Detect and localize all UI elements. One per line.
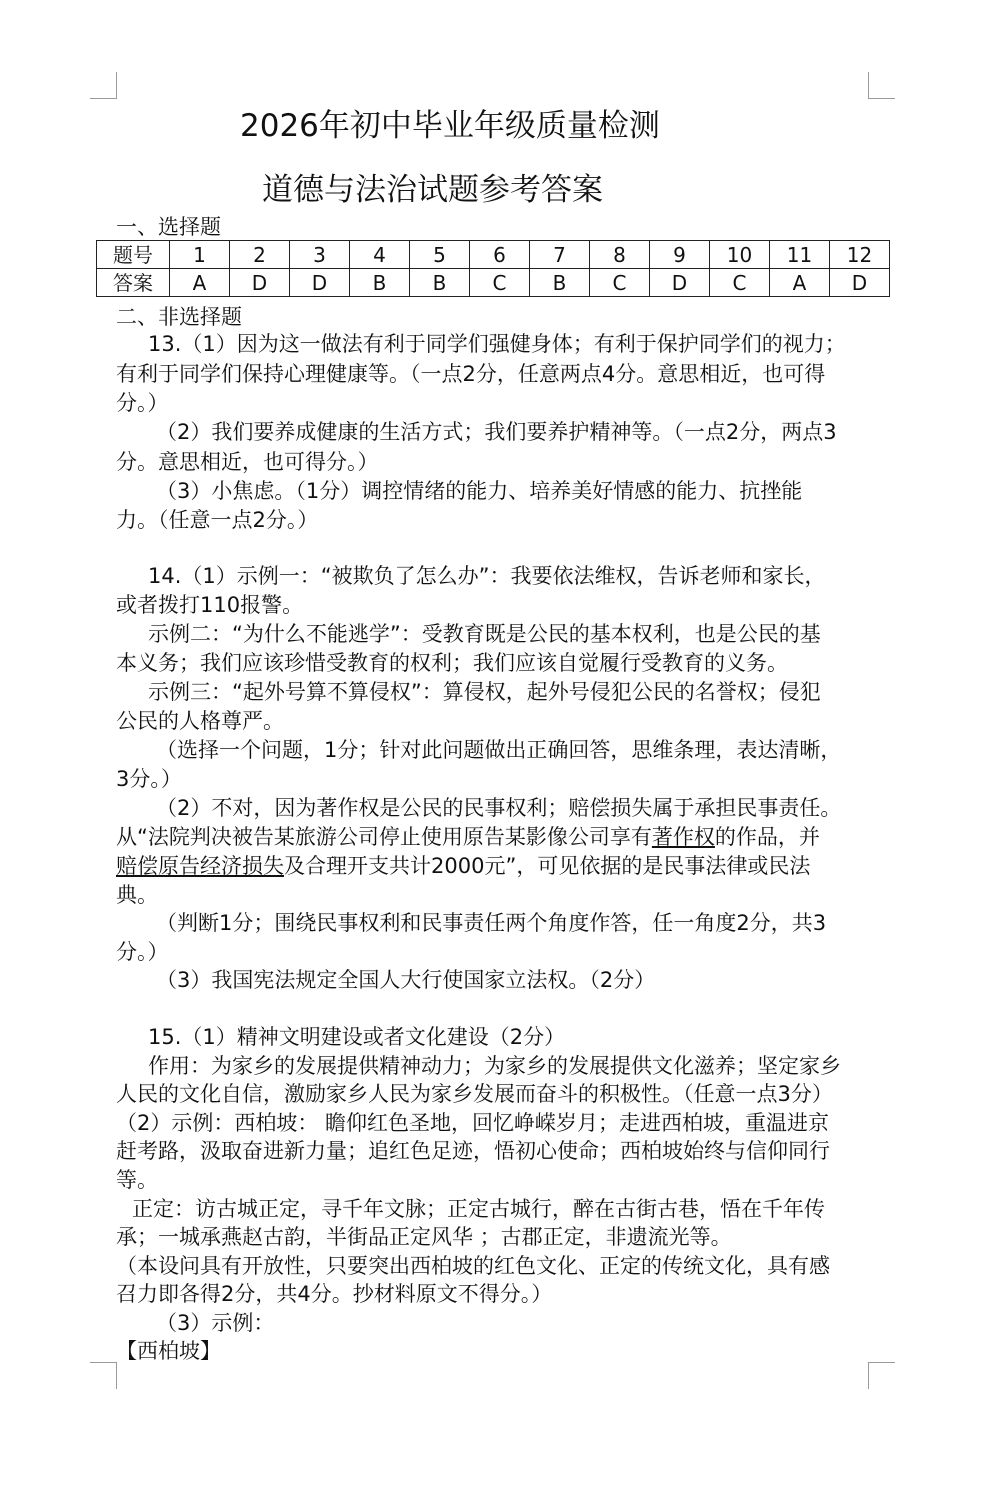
table-cell: C — [710, 269, 770, 297]
q13-line: （3）小焦虑。（1分）调控情绪的能力、培养美好情感的能力、抗挫能 — [156, 479, 803, 503]
table-cell: 12 — [830, 241, 890, 269]
table-cell: A — [770, 269, 830, 297]
crop-mark-top-right — [868, 72, 895, 99]
table-header-number: 题号 — [97, 241, 170, 269]
table-cell: 7 — [530, 241, 590, 269]
table-cell: A — [170, 269, 230, 297]
q15-line: （本设问具有开放性，只要突出西柏坡的红色文化、正定的传统文化，具有感 — [116, 1254, 830, 1278]
table-cell: D — [230, 269, 290, 297]
table-cell: B — [530, 269, 590, 297]
table-cell: C — [470, 269, 530, 297]
table-cell: 5 — [410, 241, 470, 269]
table-cell: D — [290, 269, 350, 297]
q14-line: 示例二：“为什么不能逃学”：受教育既是公民的基本权利，也是公民的基 — [148, 622, 821, 646]
table-cell: 3 — [290, 241, 350, 269]
q13-line: 分。） — [116, 391, 169, 415]
q14-text: 及合理开支共计2000元”，可见依据的是民事法律或民法 — [284, 854, 811, 878]
section-heading-nonchoice: 二、非选择题 — [116, 305, 242, 329]
table-cell: B — [350, 269, 410, 297]
q15-line: 承；一城承燕赵古韵，半街品正定风华 ；古郡正定，非遗流光等。 — [116, 1225, 732, 1249]
q13-line: 13.（1）因为这一做法有利于同学们强健身体；有利于保护同学们的视力； — [148, 332, 846, 356]
q14-line: （判断1分；围绕民事权利和民事责任两个角度作答，任一角度2分，共3 — [156, 911, 827, 935]
q14-line: 公民的人格尊严。 — [116, 709, 284, 733]
answer-table — [96, 240, 890, 297]
table-row-answers — [97, 269, 890, 297]
table-cell: D — [650, 269, 710, 297]
q14-line — [116, 823, 820, 851]
q14-line: 示例三：“起外号算不算侵权”：算侵权，起外号侵犯公民的名誉权；侵犯 — [148, 680, 821, 704]
table-cell: 10 — [710, 241, 770, 269]
q15-line: 【西柏坡】 — [116, 1339, 221, 1363]
q13-line: 分。意思相近，也可得分。） — [116, 450, 379, 474]
q15-line: 正定：访古城正定，寻千年文脉；正定古城行，醉在古街古巷，悟在千年传 — [132, 1197, 825, 1221]
table-cell: C — [590, 269, 650, 297]
q13-line: 力。（任意一点2分。） — [116, 508, 319, 532]
crop-mark-top-left — [90, 72, 117, 99]
section-heading-choice: 一、选择题 — [116, 215, 221, 239]
q15-line: 作用：为家乡的发展提供精神动力；为家乡的发展提供文化滋养；坚定家乡 — [148, 1054, 841, 1078]
exam-subtitle: 道德与法治试题参考答案 — [262, 172, 603, 208]
q14-line: （选择一个问题，1分；针对此问题做出正确回答，思维条理，表达清晰， — [156, 738, 842, 762]
q14-line — [116, 852, 810, 880]
q14-line: （3）我国宪法规定全国人大行使国家立法权。（2分） — [156, 968, 656, 992]
table-cell: 9 — [650, 241, 710, 269]
table-cell: 6 — [470, 241, 530, 269]
q14-line: 本义务；我们应该珍惜受教育的权利；我们应该自觉履行受教育的义务。 — [116, 651, 788, 675]
q14-line: 分。） — [116, 940, 169, 964]
table-cell: D — [830, 269, 890, 297]
q14-text: 的作品，并 — [714, 825, 820, 849]
crop-mark-bottom-left — [90, 1362, 117, 1389]
q14-line: （2）不对，因为著作权是公民的民事权利；赔偿损失属于承担民事责任。 — [156, 796, 842, 820]
q13-line: （2）我们要养成健康的生活方式；我们要养护精神等。（一点2分，两点3 — [156, 420, 837, 444]
q15-line: 15.（1）精神文明建设或者文化建设（2分） — [148, 1025, 566, 1049]
q15-line: 人民的文化自信，激励家乡人民为家乡发展而奋斗的积极性。（任意一点3分） — [116, 1082, 833, 1106]
table-header-answer: 答案 — [97, 269, 170, 297]
q15-line: 等。 — [116, 1168, 158, 1192]
q14-line: 3分。） — [116, 767, 182, 791]
q13-line: 有利于同学们保持心理健康等。（一点2分，任意两点4分。意思相近，也可得 — [116, 362, 826, 386]
table-cell: 8 — [590, 241, 650, 269]
exam-title: 2026年初中毕业年级质量检测 — [240, 108, 660, 144]
table-cell: 2 — [230, 241, 290, 269]
underlined-keyword: 赔偿原告经济损失 — [116, 854, 284, 878]
q14-line: 或者拨打110报警。 — [116, 593, 304, 617]
table-cell: B — [410, 269, 470, 297]
q15-line: （3）示例： — [156, 1311, 275, 1335]
q15-line: （2）示例：西柏坡： 瞻仰红色圣地，回忆峥嵘岁月；走进西柏坡，重温进京 — [116, 1111, 830, 1135]
table-cell: 4 — [350, 241, 410, 269]
table-cell: 11 — [770, 241, 830, 269]
table-row-numbers — [97, 241, 890, 269]
q14-text: 从“法院判决被告某旅游公司停止使用原告某影像公司享有 — [116, 825, 652, 849]
q15-line: 召力即各得2分，共4分。抄材料原文不得分。） — [116, 1282, 553, 1306]
underlined-keyword: 著作权 — [651, 825, 715, 849]
table-cell: 1 — [170, 241, 230, 269]
q14-line: 14.（1）示例一：“被欺负了怎么办”：我要依法维权，告诉老师和家长， — [148, 564, 826, 588]
crop-mark-bottom-right — [868, 1362, 895, 1389]
q14-line: 典。 — [116, 883, 158, 907]
q15-line: 赶考路，汲取奋进新力量；追红色足迹，悟初心使命；西柏坡始终与信仰同行 — [116, 1139, 830, 1163]
